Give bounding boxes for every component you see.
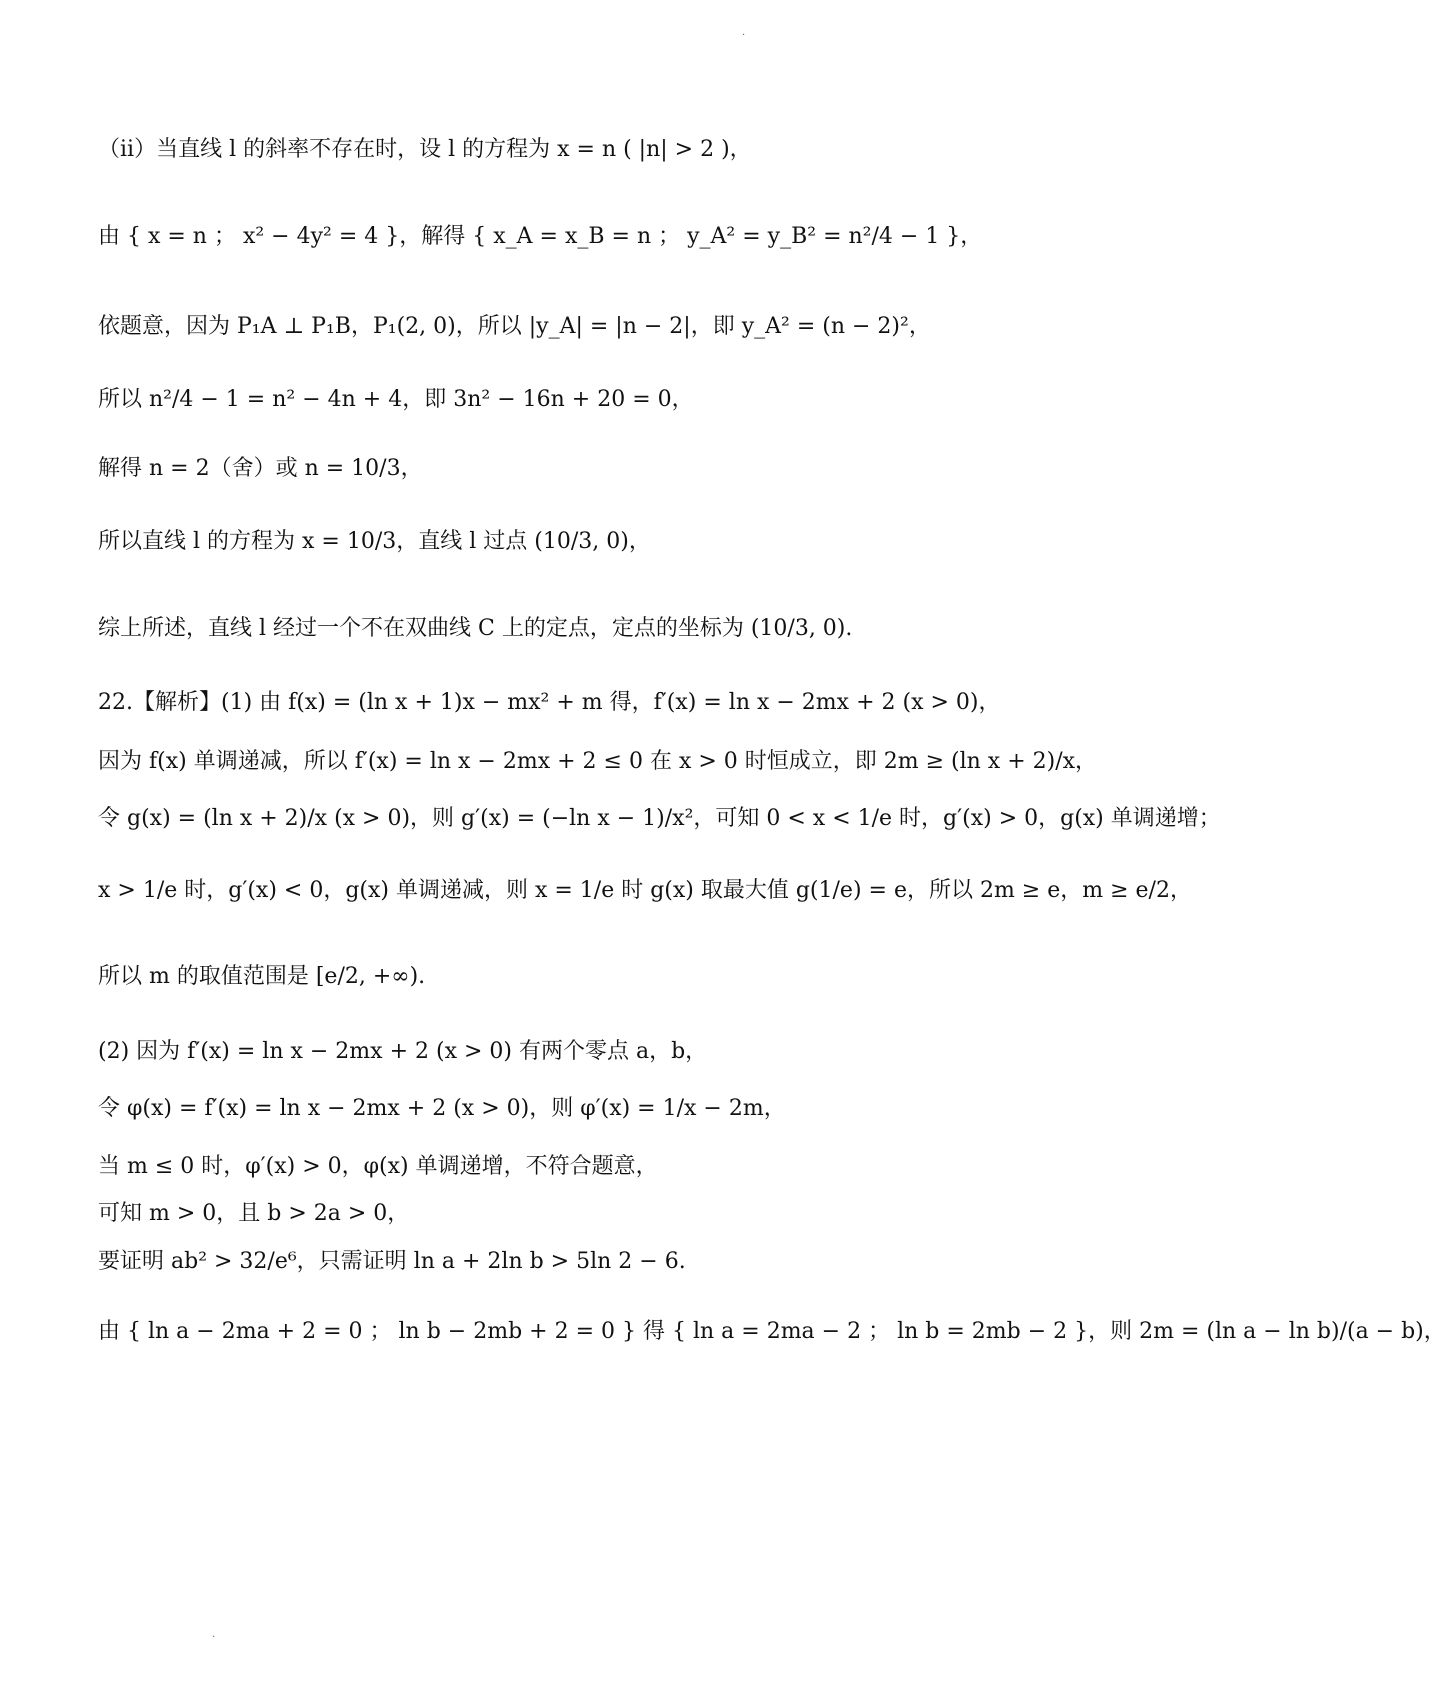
text-line-10: 令 g(x) = (ln x + 2)/x (x > 0)，则 g′(x) = (−ln x − 1)/x²，可知 0 < x < 1/e 时，g′(x) > 0，g(x) 单调递增；: [98, 806, 1221, 831]
text-line-15: 当 m ≤ 0 时，φ′(x) > 0，φ(x) 单调递增，不符合题意，: [98, 1154, 658, 1179]
text-line-14: 令 φ(x) = f′(x) = ln x − 2mx + 2 (x > 0)，则 φ′(x) = 1/x − 2m，: [98, 1096, 786, 1121]
text-line-3: 依题意，因为 P₁A ⊥ P₁B，P₁(2, 0)，所以 |y_A| = |n − 2|，即 y_A² = (n − 2)²，: [98, 314, 931, 339]
text-line-8: 22.【解析】(1) 由 f(x) = (ln x + 1)x − mx² + m 得，f′(x) = ln x − 2mx + 2 (x > 0)，: [98, 690, 1001, 715]
text-line-13: (2) 因为 f′(x) = ln x − 2mx + 2 (x > 0) 有两个零点 a，b，: [98, 1039, 708, 1064]
text-line-17: 要证明 ab² > 32/e⁶，只需证明 ln a + 2ln b > 5ln 2 − 6.: [98, 1249, 686, 1274]
text-line-12: 所以 m 的取值范围是 [e/2, +∞).: [98, 964, 426, 989]
scan-dot: ·: [742, 30, 746, 41]
text-line-5: 解得 n = 2（舍）或 n = 10/3，: [98, 456, 423, 481]
text-line-9: 因为 f(x) 单调递减，所以 f′(x) = ln x − 2mx + 2 ≤ 0 在 x > 0 时恒成立，即 2m ≥ (ln x + 2)/x，: [98, 749, 1098, 774]
text-line-11: x > 1/e 时，g′(x) < 0，g(x) 单调递减，则 x = 1/e 时 g(x) 取最大值 g(1/e) = e，所以 2m ≥ e，m ≥ e/2，: [98, 878, 1192, 903]
text-line-16: 可知 m > 0，且 b > 2a > 0，: [98, 1201, 410, 1226]
scan-dot-bottom: ·: [212, 1632, 216, 1643]
text-line-2: 由 { x = n ； x² − 4y² = 4 }，解得 { x_A = x_B = n ； y_A² = y_B² = n²/4 − 1 }，: [98, 224, 983, 249]
text-line-4: 所以 n²/4 − 1 = n² − 4n + 4，即 3n² − 16n + 20 = 0，: [98, 387, 694, 412]
text-line-7: 综上所述，直线 l 经过一个不在双曲线 C 上的定点，定点的坐标为 (10/3, 0).: [98, 616, 853, 641]
text-line-6: 所以直线 l 的方程为 x = 10/3，直线 l 过点 (10/3, 0)，: [98, 529, 651, 554]
text-line-18: 由 { ln a − 2ma + 2 = 0 ； ln b − 2mb + 2 = 0 } 得 { ln a = 2ma − 2 ； ln b = 2mb − 2 }，则 2m = (ln a − ln b)/(a − b)，: [98, 1319, 1446, 1344]
text-line-1: （ⅱ）当直线 l 的斜率不存在时，设 l 的方程为 x = n ( |n| > 2 )，: [98, 137, 752, 162]
